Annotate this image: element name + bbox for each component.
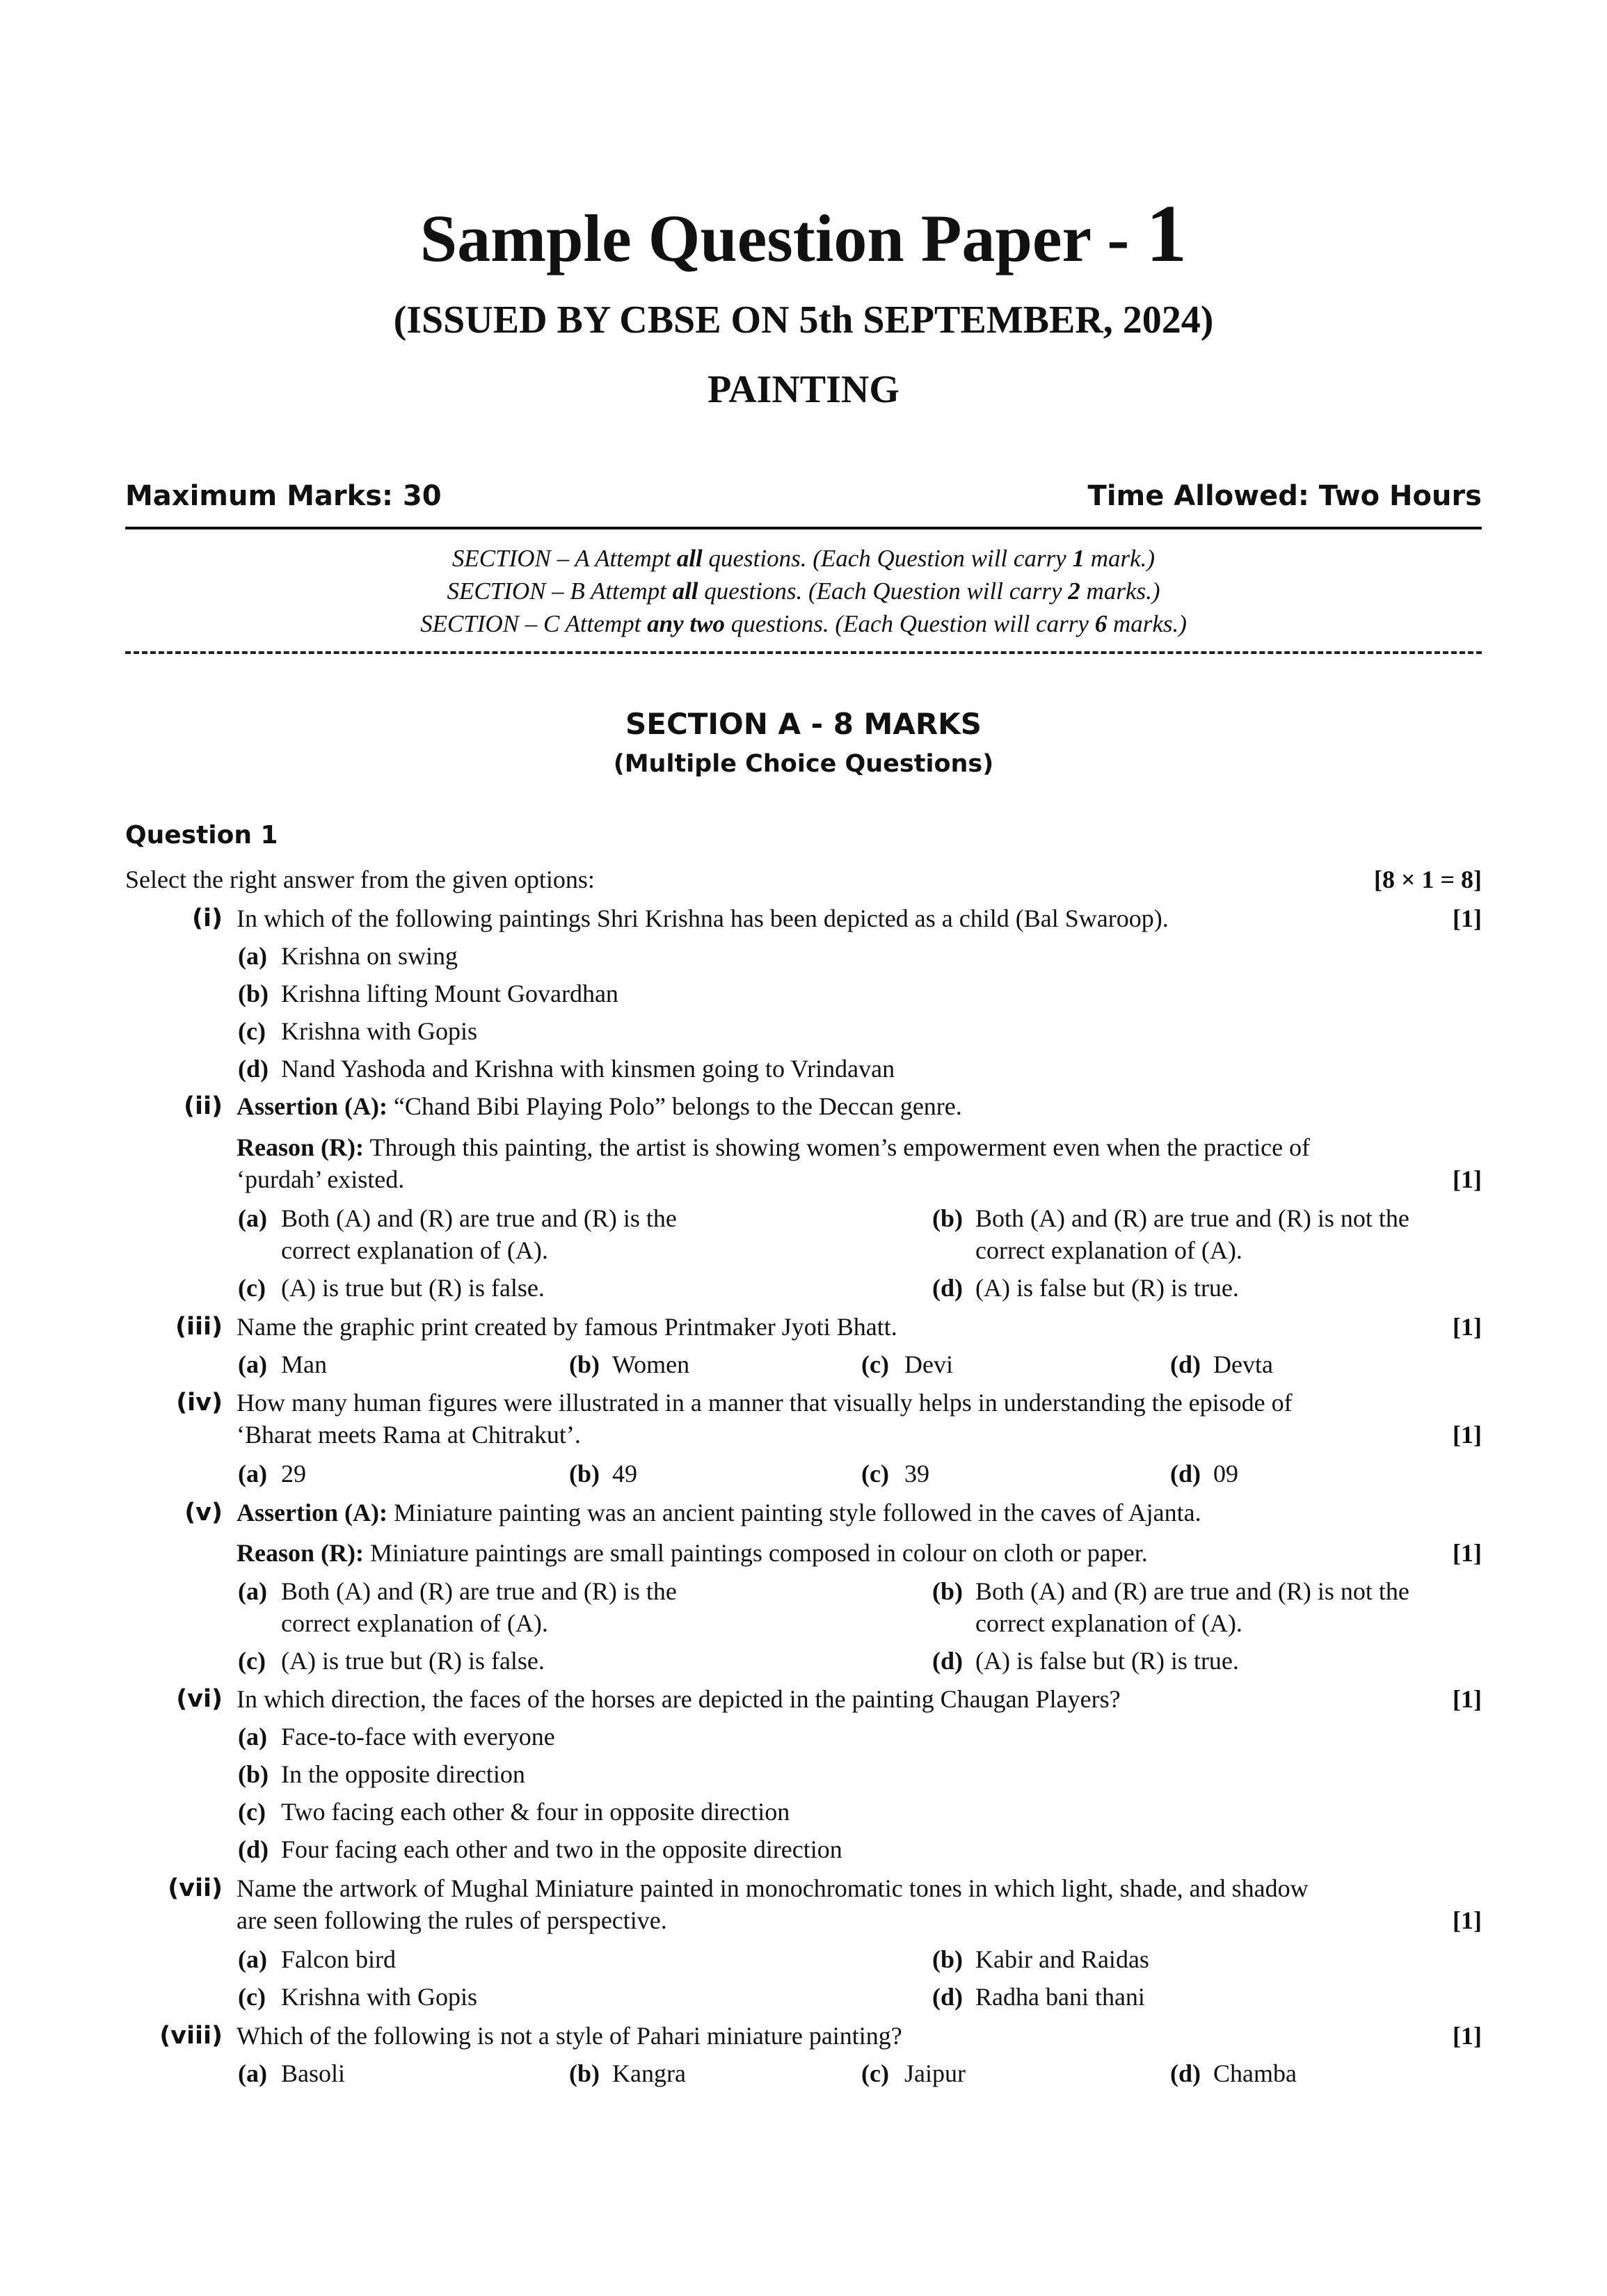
instruction-label: SECTION – B — [447, 577, 585, 605]
option-text: 29 — [281, 1460, 306, 1488]
option-a-continuation: correct explanation of (A). — [281, 1609, 548, 1637]
question-text: How many human figures were illustrated in a manner that visually helps in understanding the episode of — [237, 1389, 1293, 1417]
option-label: (b) — [932, 1945, 963, 1973]
option-a — [238, 1459, 306, 1488]
option-text: Falcon bird — [281, 1945, 396, 1973]
option-b — [932, 1204, 1409, 1233]
question-mark: [1] — [1453, 1165, 1482, 1193]
option-b — [932, 1945, 1149, 1974]
question-number: (viii) — [159, 2022, 223, 2050]
option-text: In the opposite direction — [281, 1760, 525, 1788]
option-text: Both (A) and (R) are true and (R) is not the — [975, 1577, 1409, 1605]
option-text: Face-to-face with everyone — [281, 1723, 555, 1751]
option-label: (a) — [238, 1204, 267, 1232]
option-d — [1170, 1459, 1238, 1488]
question-text-continuation: are seen following the rules of perspective. — [237, 1906, 667, 1934]
question-intro: Select the right answer from the given options: — [125, 866, 595, 893]
option-text: Kangra — [612, 2059, 686, 2087]
total-marks: [8 × 1 = 8] — [1373, 866, 1482, 893]
option-label: (c) — [238, 1983, 266, 2011]
option-text: Devi — [904, 1350, 953, 1378]
option-text: 39 — [904, 1460, 929, 1488]
instruction-text: Attempt — [590, 577, 666, 605]
option-label: (d) — [1170, 1350, 1201, 1378]
option-text: Four facing each other and two in the opposite direction — [281, 1835, 842, 1863]
option-label: (b) — [932, 1204, 963, 1232]
section-a-subheading: (Multiple Choice Questions) — [613, 750, 994, 778]
option-text: Krishna lifting Mount Govardhan — [281, 980, 618, 1007]
reason-text: Miniature paintings are small paintings composed in colour on cloth or paper. — [369, 1539, 1148, 1567]
question-mark: [1] — [1453, 1906, 1482, 1934]
option-text: Jaipur — [904, 2059, 966, 2087]
option-label: (a) — [238, 1350, 267, 1378]
option-label: (b) — [932, 1577, 963, 1605]
instructions-divider — [125, 651, 1482, 654]
option-a — [238, 2059, 345, 2088]
option-c — [861, 1350, 953, 1379]
question-mark: [1] — [1453, 1313, 1482, 1341]
instruction-text: marks.) — [1086, 577, 1160, 605]
option-b — [238, 1760, 525, 1789]
option-label: (b) — [238, 980, 269, 1007]
instruction-section-a — [125, 545, 1482, 573]
paper-number: 1 — [1146, 188, 1188, 279]
option-a — [238, 1722, 555, 1751]
option-text: Kabir and Raidas — [975, 1945, 1149, 1973]
instruction-label: SECTION – A — [451, 545, 590, 572]
subject-title: PAINTING — [707, 368, 900, 411]
option-b — [569, 1350, 689, 1379]
instruction-text: marks.) — [1112, 610, 1187, 637]
assertion — [237, 1092, 962, 1121]
instruction-marks: 1 — [1072, 545, 1085, 572]
time-allowed: Time Allowed: Two Hours — [1087, 480, 1482, 512]
question-mark: [1] — [1453, 1685, 1482, 1713]
marks-time-row — [125, 480, 1482, 522]
option-b-continuation: correct explanation of (A). — [975, 1609, 1242, 1637]
option-label: (d) — [238, 1055, 269, 1083]
instruction-text: Attempt — [565, 610, 641, 637]
instruction-text: questions. (Each Question will carry — [704, 577, 1062, 605]
assertion-text: Miniature painting was an ancient painting style followed in the caves of Ajanta. — [393, 1499, 1201, 1526]
paper-title-text: Sample Question Paper - — [419, 201, 1130, 276]
option-a — [238, 1577, 677, 1606]
question-mark: [1] — [1453, 1539, 1482, 1567]
question-number: (vi) — [176, 1685, 223, 1713]
reason-label: Reason (R): — [237, 1539, 364, 1567]
instruction-emphasis: any two — [647, 610, 725, 637]
question-text: Name the graphic print created by famous Printmaker Jyoti Bhatt. — [237, 1313, 897, 1341]
question-mark: [1] — [1453, 904, 1482, 932]
instruction-text: Attempt — [595, 545, 671, 572]
option-label: (d) — [932, 1274, 963, 1302]
option-label: (a) — [238, 2059, 267, 2087]
assertion-text: “Chand Bibi Playing Polo” belongs to the Deccan genre. — [393, 1092, 962, 1120]
section-a-heading: SECTION A - 8 MARKS — [625, 707, 982, 741]
question-heading: Question 1 — [125, 821, 278, 850]
option-b — [238, 979, 618, 1008]
option-a — [238, 941, 458, 971]
option-text: Both (A) and (R) are true and (R) is the — [281, 1204, 677, 1232]
question-number: (vii) — [168, 1874, 223, 1902]
option-d — [238, 1054, 895, 1083]
instruction-text: questions. (Each Question will carry — [708, 545, 1066, 572]
option-label: (c) — [238, 1798, 266, 1826]
assertion-label: Assertion (A): — [237, 1092, 387, 1120]
option-text: (A) is true but (R) is false. — [281, 1647, 545, 1675]
option-b-continuation: correct explanation of (A). — [975, 1236, 1242, 1264]
option-label: (c) — [238, 1017, 266, 1045]
option-label: (a) — [238, 1723, 267, 1751]
option-d — [1170, 2059, 1297, 2088]
paper-title — [125, 186, 1482, 281]
instruction-marks: 6 — [1094, 610, 1108, 637]
question-text: In which of the following paintings Shri Krishna has been depicted as a child (Bal Swaroop). — [237, 904, 1169, 932]
option-text: 09 — [1213, 1460, 1238, 1488]
option-text: Krishna with Gopis — [281, 1983, 477, 2011]
issued-by: (ISSUED BY CBSE ON 5th SEPTEMBER, 2024) — [393, 298, 1214, 342]
option-text: Both (A) and (R) are true and (R) is the — [281, 1577, 677, 1605]
option-text: (A) is true but (R) is false. — [281, 1274, 545, 1302]
header-divider — [125, 527, 1482, 529]
assertion-label: Assertion (A): — [237, 1499, 387, 1526]
option-a — [238, 1945, 396, 1974]
option-text: Radha bani thani — [975, 1983, 1145, 2011]
option-label: (d) — [238, 1835, 269, 1863]
option-b — [569, 1459, 637, 1488]
option-text: Two facing each other & four in opposite direction — [281, 1798, 790, 1826]
instruction-section-b — [125, 577, 1482, 605]
question-number: (v) — [184, 1499, 223, 1526]
reason-text: Through this painting, the artist is showing women’s empowerment even when the practice of — [369, 1133, 1311, 1161]
option-text: 49 — [612, 1460, 637, 1488]
option-text: Devta — [1213, 1350, 1273, 1378]
instruction-emphasis: all — [672, 577, 698, 605]
option-label: (c) — [238, 1647, 266, 1675]
instruction-label: SECTION – C — [420, 610, 560, 637]
option-c — [861, 1459, 929, 1488]
reason-continuation: ‘purdah’ existed. — [237, 1165, 405, 1193]
option-c — [238, 1017, 477, 1046]
option-b — [932, 1577, 1409, 1606]
option-text: (A) is false but (R) is true. — [975, 1647, 1239, 1675]
option-text: Chamba — [1213, 2059, 1297, 2087]
question-number: (ii) — [184, 1092, 223, 1120]
option-c — [238, 1273, 545, 1302]
option-c — [238, 1982, 477, 2011]
question-text: Which of the following is not a style of Pahari miniature painting? — [237, 2022, 902, 2050]
option-a — [238, 1350, 327, 1379]
question-number: (i) — [192, 904, 223, 932]
instruction-marks: 2 — [1068, 577, 1080, 605]
option-text: Basoli — [281, 2059, 346, 2087]
maximum-marks: Maximum Marks: 30 — [125, 480, 442, 512]
option-text: Women — [612, 1350, 690, 1378]
option-d — [1170, 1350, 1273, 1379]
assertion — [237, 1498, 1201, 1527]
option-label: (a) — [238, 942, 267, 970]
instruction-emphasis: all — [676, 545, 703, 572]
question-number: (iv) — [176, 1389, 223, 1417]
option-label: (b) — [569, 2059, 600, 2087]
option-label: (a) — [238, 1460, 267, 1488]
option-label: (a) — [238, 1577, 267, 1605]
option-label: (c) — [861, 2059, 889, 2087]
question-number: (iii) — [175, 1313, 223, 1341]
option-text: Nand Yashoda and Krishna with kinsmen going to Vrindavan — [281, 1055, 895, 1083]
reason — [237, 1538, 1148, 1568]
option-c — [238, 1646, 545, 1675]
option-text: Krishna with Gopis — [281, 1017, 477, 1045]
option-text: Both (A) and (R) are true and (R) is not the — [975, 1204, 1409, 1232]
option-text: (A) is false but (R) is true. — [975, 1274, 1239, 1302]
question-text: Name the artwork of Mughal Miniature painted in monochromatic tones in which light, shade, and shadow — [237, 1874, 1309, 1902]
option-a-continuation: correct explanation of (A). — [281, 1236, 548, 1264]
question-text: In which direction, the faces of the horses are depicted in the painting Chaugan Players? — [237, 1685, 1121, 1713]
option-label: (d) — [1170, 1460, 1201, 1488]
option-c — [861, 2059, 966, 2088]
question-paper-page — [125, 0, 1482, 2296]
option-label: (a) — [238, 1945, 267, 1973]
question-mark: [1] — [1453, 2022, 1482, 2050]
option-d — [238, 1835, 842, 1864]
option-d — [932, 1982, 1145, 2011]
option-label: (b) — [569, 1350, 600, 1378]
option-b — [569, 2059, 686, 2088]
option-d — [932, 1273, 1239, 1302]
option-label: (d) — [932, 1983, 963, 2011]
instruction-section-c — [125, 610, 1482, 638]
option-label: (c) — [861, 1350, 889, 1378]
option-label: (c) — [238, 1274, 266, 1302]
option-label: (b) — [238, 1760, 269, 1788]
reason — [237, 1133, 1310, 1162]
option-label: (d) — [1170, 2059, 1201, 2087]
reason-label: Reason (R): — [237, 1133, 364, 1161]
option-label: (c) — [861, 1460, 889, 1488]
option-text: Man — [281, 1350, 327, 1378]
option-text: Krishna on swing — [281, 942, 458, 970]
instruction-text: mark.) — [1090, 545, 1156, 572]
option-d — [932, 1646, 1239, 1675]
instruction-text: questions. (Each Question will carry — [730, 610, 1089, 637]
option-a — [238, 1204, 677, 1233]
option-label: (d) — [932, 1647, 963, 1675]
option-c — [238, 1797, 790, 1826]
option-label: (b) — [569, 1460, 600, 1488]
question-mark: [1] — [1453, 1421, 1482, 1449]
question-text-continuation: ‘Bharat meets Rama at Chitrakut’. — [237, 1421, 581, 1449]
